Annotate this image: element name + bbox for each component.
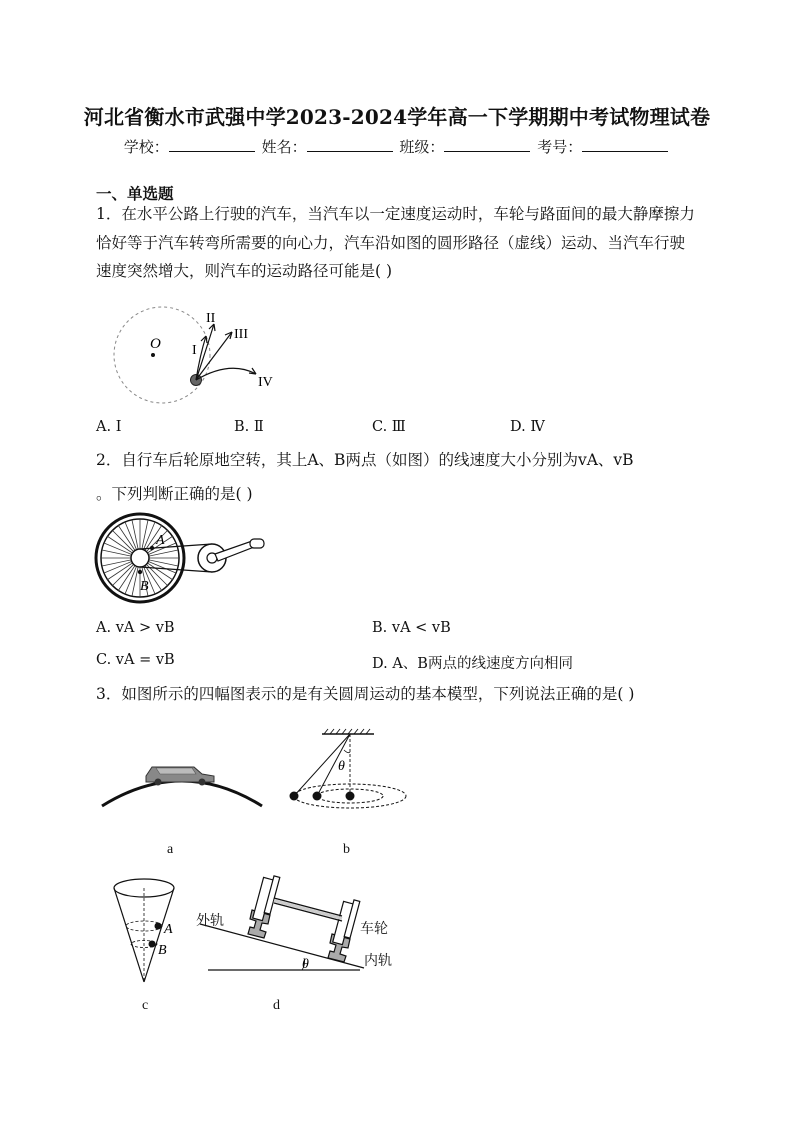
section-heading: 一、单选题 — [96, 184, 174, 203]
school-label: 学校： — [123, 138, 169, 156]
q1-path-IV: IV — [258, 375, 273, 390]
name-label: 姓名： — [261, 138, 307, 156]
name-blank[interactable] — [307, 137, 393, 152]
q2-option-b[interactable]: B. vA < vB — [372, 620, 451, 636]
question-3-text: 3．如图所示的四幅图表示的是有关圆周运动的基本模型，下列说法正确的是( ) — [96, 685, 635, 703]
q1-option-d[interactable]: D. Ⅳ — [510, 419, 545, 435]
school-blank[interactable] — [169, 137, 255, 152]
q1-center-label: O — [150, 336, 161, 352]
q1-path-III: III — [234, 327, 248, 342]
number-label: 考号： — [537, 138, 583, 156]
q3-b-theta: θ — [338, 759, 345, 774]
number-blank[interactable] — [582, 137, 668, 152]
q3-figure-c-cone — [110, 876, 186, 988]
q3-car — [146, 767, 214, 786]
q3-label-d: d — [273, 998, 280, 1013]
q2-point-B: B — [140, 579, 149, 594]
q3-c-point-B: B — [158, 943, 167, 958]
q2-point-A: A — [156, 533, 165, 548]
class-blank[interactable] — [444, 137, 530, 152]
q3-label-a: a — [167, 842, 174, 857]
q1-path-II: II — [206, 311, 216, 326]
q3-d-outer-rail-label: 外轨 — [196, 914, 224, 929]
q2-option-d[interactable]: D. A、B两点的线速度方向相同 — [372, 656, 573, 672]
q3-figure-b-conical-pendulum — [282, 728, 412, 810]
q3-d-theta: θ — [302, 957, 309, 972]
q3-figure-a-car-on-hill — [98, 752, 266, 812]
q1-center-dot — [151, 353, 155, 357]
question-2-line-2: 。下列判断正确的是( ) — [96, 485, 253, 503]
q1-path-I: I — [192, 343, 197, 358]
q1-option-a[interactable]: A. Ⅰ — [96, 419, 122, 435]
exam-title: 河北省衡水市武强中学2023-2024学年高一下学期期中考试物理试卷 — [83, 105, 711, 129]
q2-option-a[interactable]: A. vA > vB — [96, 620, 175, 636]
q3-label-c: c — [142, 998, 149, 1013]
q1-option-b[interactable]: B. Ⅱ — [234, 419, 264, 435]
student-info-row — [0, 136, 794, 157]
question-2-line-1: 2．自行车后轮原地空转，其上A、B两点（如图）的线速度大小分别为vA、vB — [96, 451, 634, 469]
question-1-text: 1．在水平公路上行驶的汽车，当汽车以一定速度运动时，车轮与路面间的最大静摩擦力恰好等于汽车转弯所需要的向心力，汽车沿如图的圆形路径（虚线）运动、当汽车行驶速度突然增大，则汽车的运动路径可能是( ) — [96, 205, 695, 280]
q2-bicycle-wheel-figure — [94, 512, 270, 608]
q1-figure — [90, 300, 290, 412]
q3-label-b: b — [343, 842, 350, 857]
q3-d-inner-rail-label: 内轨 — [364, 954, 392, 969]
class-label: 班级： — [399, 138, 445, 156]
q3-d-wheel-label: 车轮 — [360, 922, 388, 937]
q3-c-point-A: A — [164, 922, 173, 937]
q2-option-c[interactable]: C. vA = vB — [96, 652, 175, 668]
q1-option-c[interactable]: C. Ⅲ — [372, 419, 406, 435]
